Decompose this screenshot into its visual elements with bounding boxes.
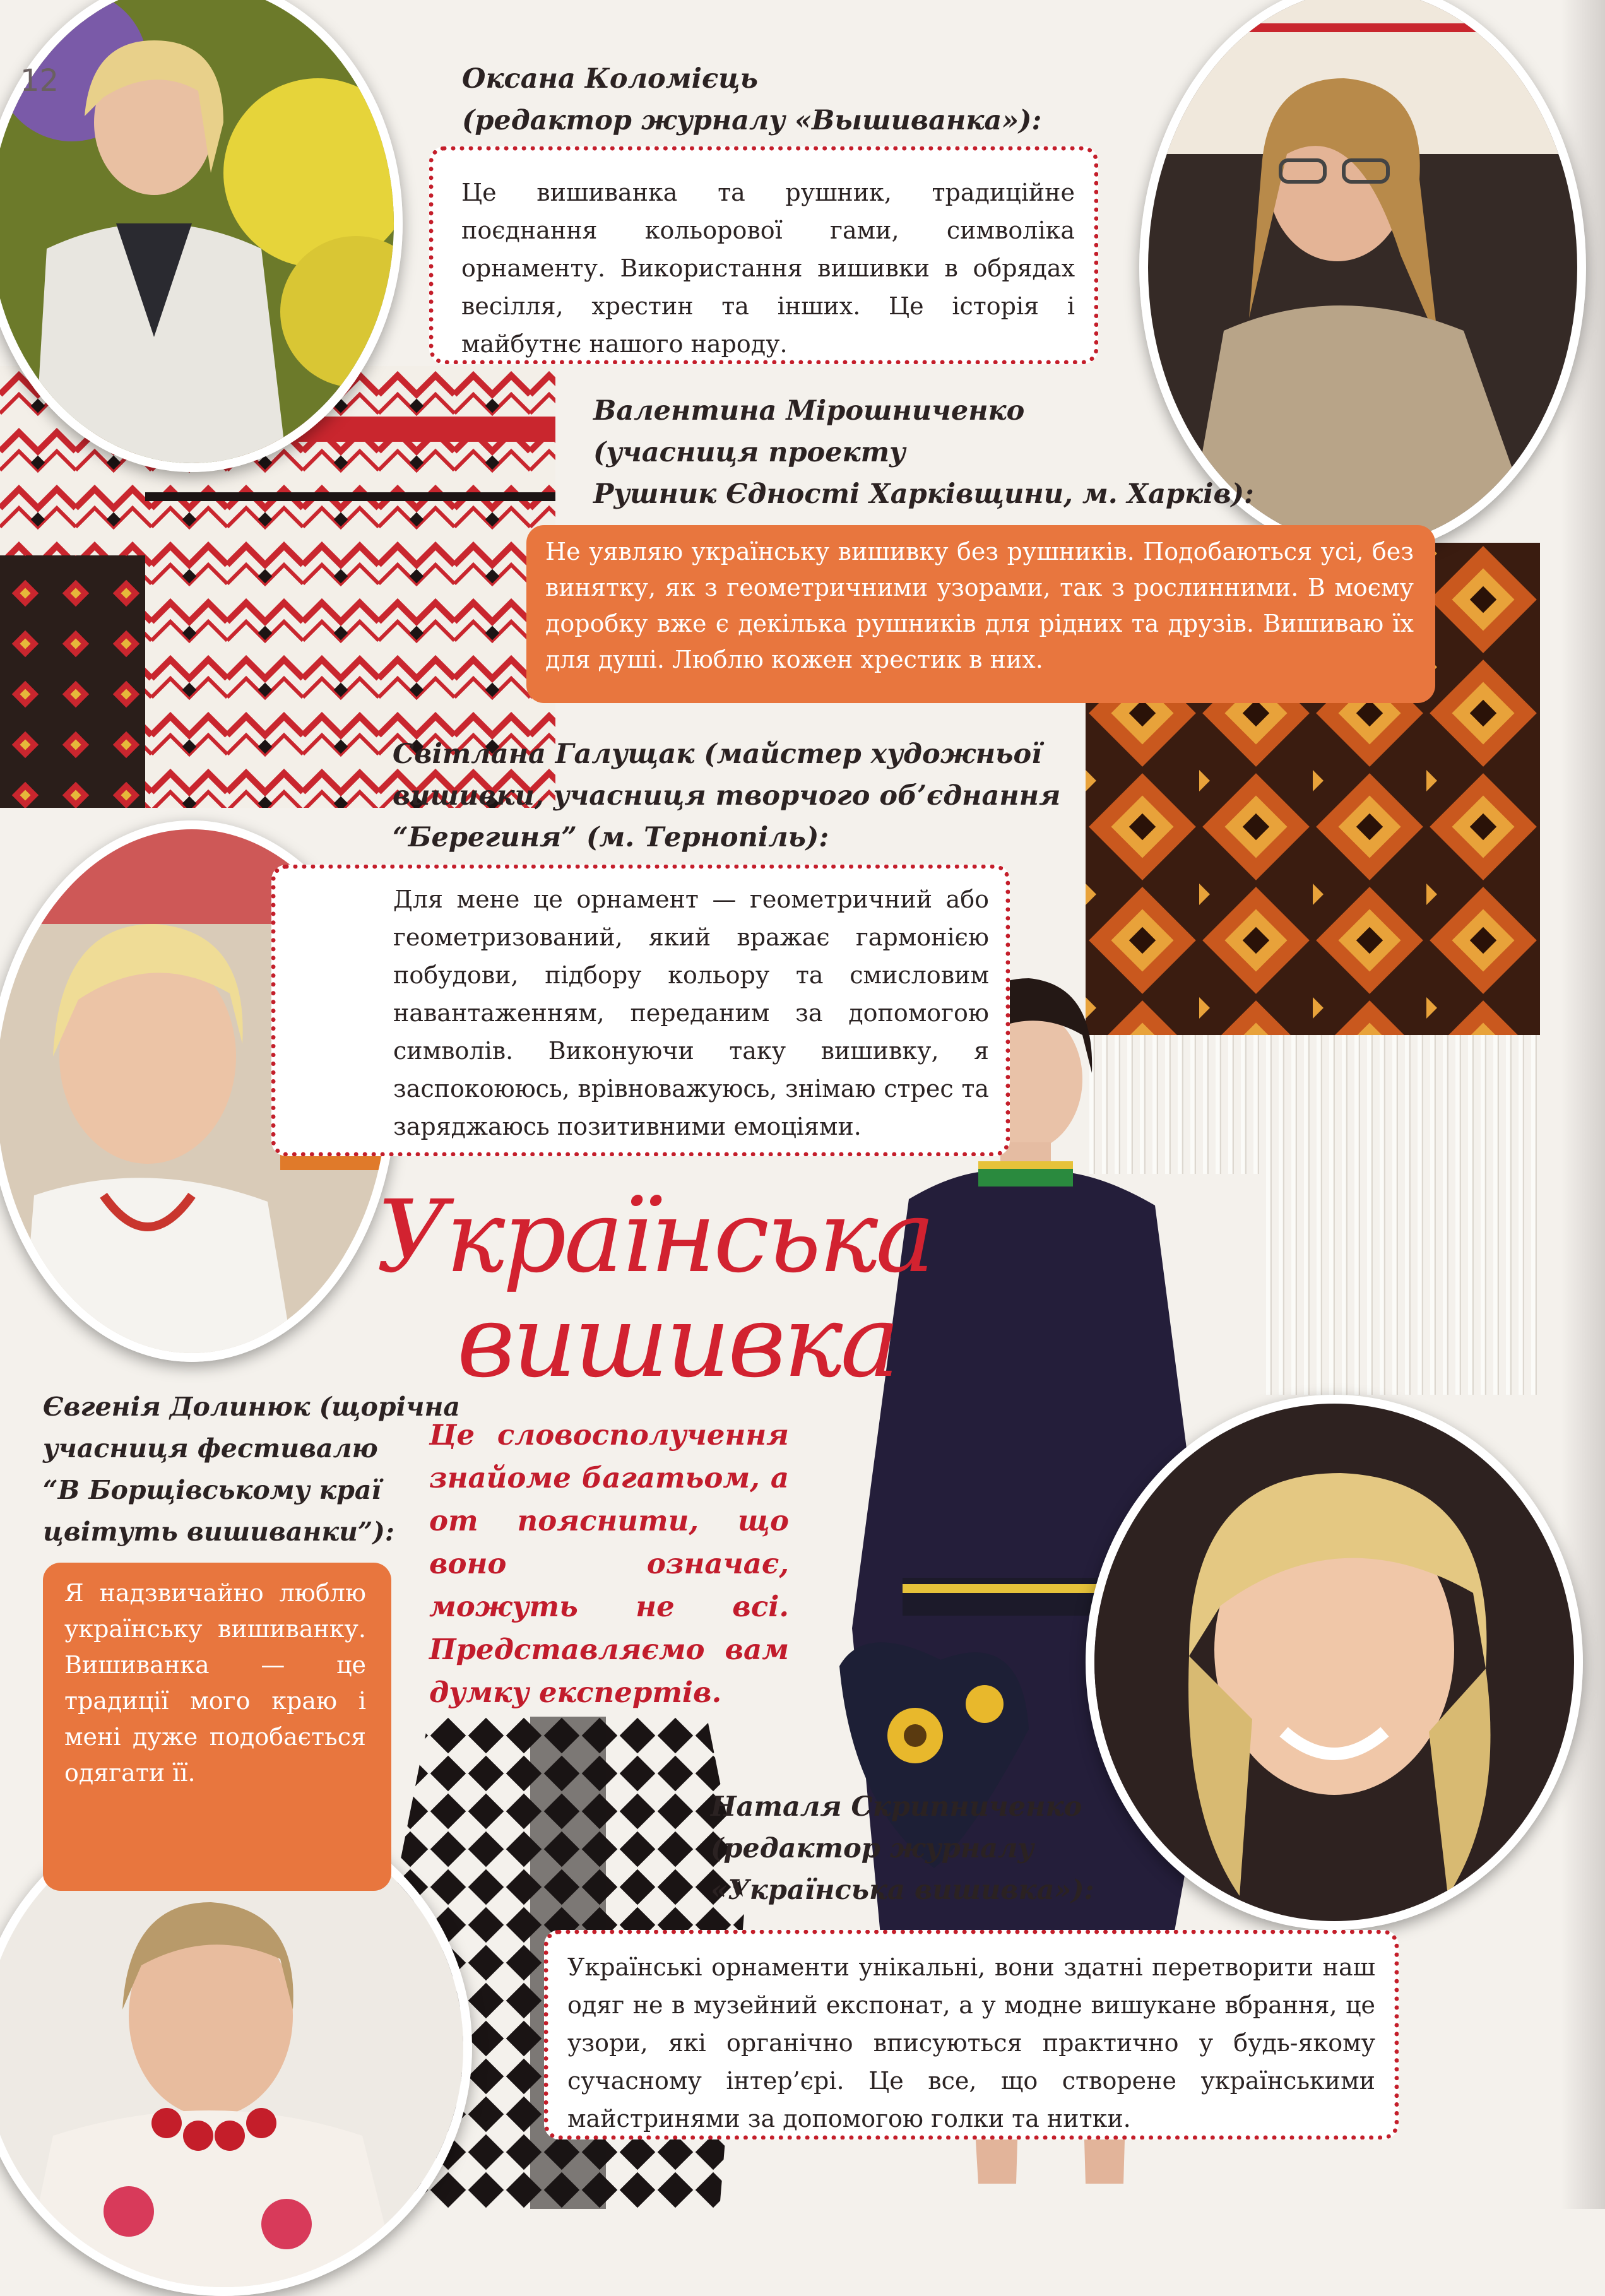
intro-text: Це словосполучення знайоме багатьом, а от пояснити, що воно означає, можуть не всі. Представляємо вам думку експертів.	[429, 1418, 789, 1709]
quote-box-skrypnychenko: Українські орнаменти унікальні, вони здатні перетворити наш одяг не в музейний експонат, а у модне вишукане вбрання, це узори, які органічно вписуються практично у будь-якому сучасному інтер’єрі. Це все, що створене українськими майстринями за допомогою голки та нитки.	[544, 1930, 1399, 2139]
article-title-line2: вишивка	[457, 1284, 897, 1400]
quote-box-kolomiets: Це вишиванка та рушник, традиційне поєднання кольорової гами, символіка орнаменту. Використання вишивки в обрядах весілля, хрестин та інших. Це історія і майбутнє нашого народу.	[429, 146, 1098, 364]
expert-name-dolyniuk: Євгенія Долинюк (щорічна учасниця фестивалю “В Борщівському краї цвітуть вишиванки”):	[43, 1392, 460, 1547]
expert-name-miroshnychenko: Валентина Мірошниченко (учасниця проекту Рушник Єдності Харківщини, м. Харків):	[593, 395, 1254, 510]
page-number: 12	[20, 63, 59, 98]
article-title-line1: Українська	[376, 1179, 933, 1295]
photo-skrypnychenko	[1086, 1395, 1583, 1930]
expert-name-halushchak: Світлана Галущак (майстер художньої вишивки, учасниця творчого об’єднання “Берегиня” (м. Тернопіль):	[393, 738, 1061, 853]
quote-box-miroshnychenko: Не уявляю українську вишивку без рушників. Подобаються усі, без винятку, як з геометричними узорами, так з рослинними. В моєму доробку вже є декілька рушників для рідних та друзів. Вишиваю їх для душі. Люблю кожен хрестик в них.	[526, 525, 1435, 703]
quote-box-dolyniuk: Я надзвичайно люблю українську вишиванку. Вишиванка — це традиції мого краю і мені дуже подобається одягати її.	[43, 1563, 391, 1891]
expert-name-kolomiets: Оксана Коломієць (редактор журналу «Вышиванка»):	[462, 63, 1042, 136]
expert-name-skrypnychenko: Наталя Скрипниченко (редактор журналу «Українська вишивка»):	[711, 1791, 1094, 1906]
quote-box-halushchak: Для мене це орнамент — геометричний або геометризований, який вражає гармонією побудови, підбору кольору та смисловим навантаженням, переданим за допомогою символів. Виконуючи таку вишивку, я заспокоююсь, врівноважуюсь, знімаю стрес та заряджаюсь позитивними емоціями.	[271, 865, 1010, 1156]
